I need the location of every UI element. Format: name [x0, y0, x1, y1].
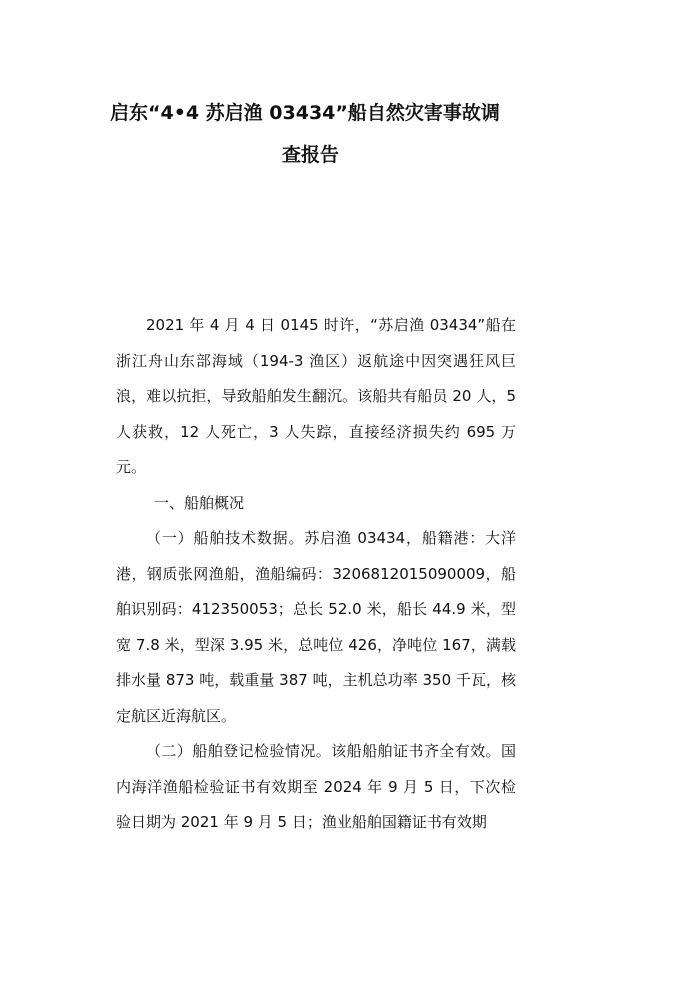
section-heading-vessel-overview: 一、船舶概况	[154, 493, 245, 512]
paragraph-technical-data: （一）船舶技术数据。苏启渔 03434，船籍港：大洋港，钢质张网渔船，渔船编码：3206812015090009，船舶识别码：412350053；总长 52.0 米，船长 44.9 米，型宽 7.8 米，型深 3.95 米，总吨位 426，净吨位 167，满载排水量 873 吨，载重量 387 吨，主机总功率 350 千瓦，核定航区近海航区。	[116, 529, 516, 725]
title-line-1: 启东“4•4 苏启渔 03434”船自然灾害事故调	[110, 102, 500, 124]
paragraph-registration-inspection: （二）船舶登记检验情况。该船船舶证书齐全有效。国内海洋渔船检验证书有效期至 2024 年 9 月 5 日，下次检验日期为 2021 年 9 月 5 日；渔业船舶国籍证书有效期	[116, 742, 516, 831]
document-body	[116, 308, 516, 841]
document-title	[110, 92, 530, 176]
title-line-2: 查报告	[282, 144, 340, 166]
paragraph-summary: 2021 年 4 月 4 日 0145 时许，“苏启渔 03434”船在浙江舟山东部海域（194-3 渔区）返航途中因突遇狂风巨浪，难以抗拒，导致船舶发生翻沉。该船共有船员 20 人，5 人获救，12 人死亡，3 人失踪，直接经济损失约 695 万元。	[116, 316, 516, 476]
